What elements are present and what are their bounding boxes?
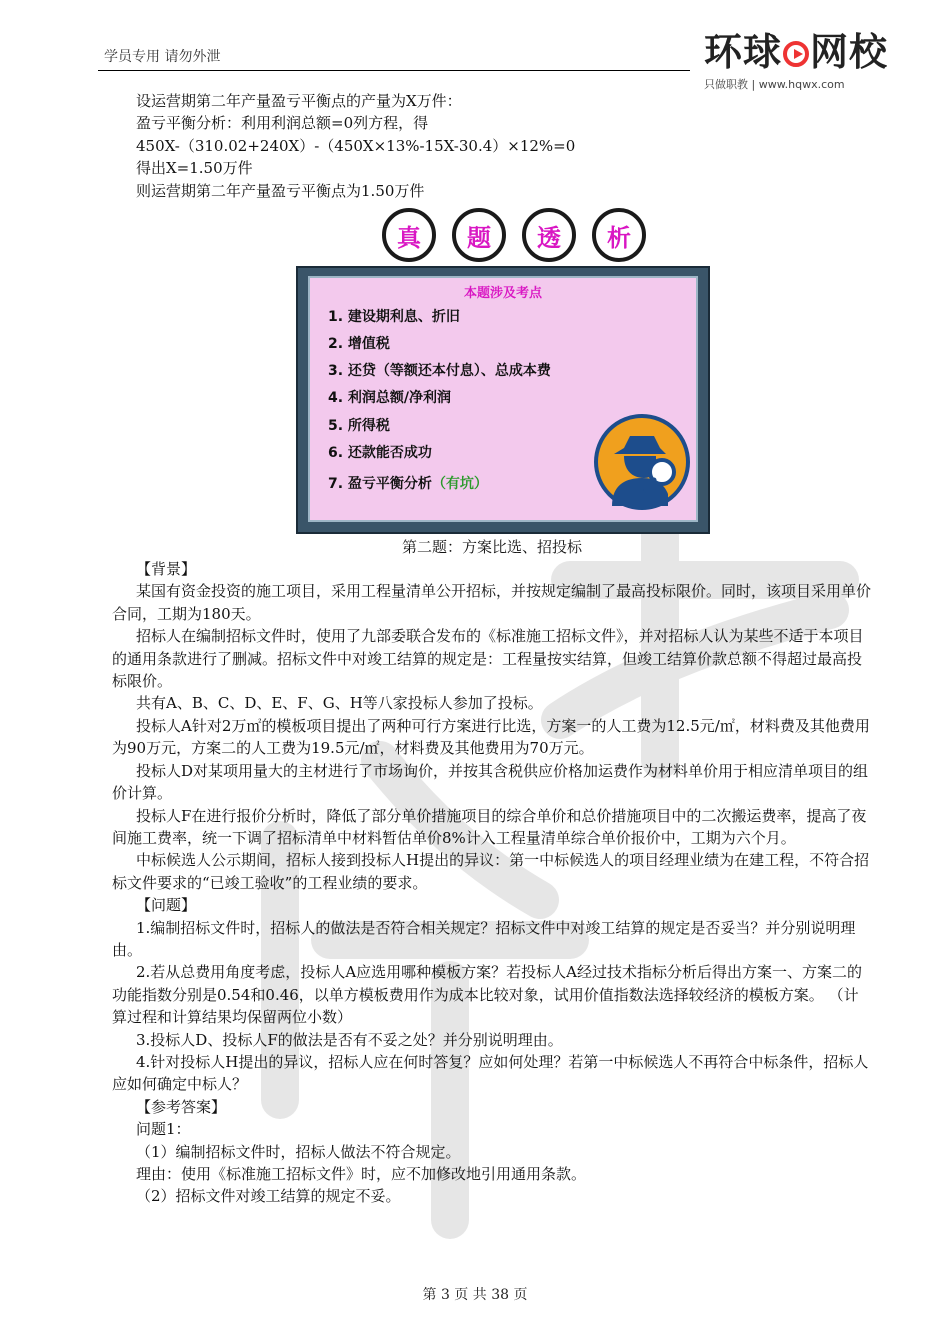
background-paragraph: 中标候选人公示期间，招标人接到投标人H提出的异议：第一中标候选人的项目经理业绩为在建工程，不符合招标文件要求的“已竣工验收”的工程业绩的要求。 (112, 851, 870, 892)
questions-heading: 【问题】 (136, 896, 197, 915)
logo-text-right: 网校 (810, 30, 889, 74)
header-rule (98, 70, 690, 71)
topics-board (296, 266, 710, 534)
answers-heading: 【参考答案】 (136, 1097, 227, 1116)
answer-line: （1）编制招标文件时，招标人做法不符合规定。 (136, 1142, 461, 1161)
analysis-banner (112, 204, 872, 266)
background-heading: 【背景】 (136, 560, 197, 579)
question-paragraph: 3.投标人D、投标人F的做法是否有不妥之处？并分别说明理由。 (136, 1030, 563, 1049)
logo-text-left: 环球 (704, 30, 783, 74)
intro-line: 设运营期第二年产量盈亏平衡点的产量为X万件： (136, 92, 462, 110)
intro-line: 则运营期第二年产量盈亏平衡点为1.50万件 (136, 181, 425, 200)
board-item: 4. 利润总额/净利润 (328, 390, 452, 407)
board-title: 本题涉及考点 (463, 286, 542, 302)
page-content (112, 90, 872, 1208)
question-paragraph: 2.若从总费用角度考虑，投标人A应选用哪种模板方案？若投标人A经过技术指标分析后得出方案一、方案二的功能指数分别是0.54和0.46，以单方模板费用作为成本比较对象，试用价值指数法选择较经济的模板方案。 （计算过程和计算结果均保留两位小数） (112, 963, 862, 1027)
intro-line: 得出X=1.50万件 (136, 159, 253, 178)
question-paragraph: 1.编制招标文件时，招标人的做法是否符合相关规定？招标文件中对竣工结算的规定是否妥当？并分别说明理由。 (112, 918, 856, 959)
brand-logo (704, 30, 889, 92)
page-number: 第 3 页 共 38 页 (422, 1287, 528, 1303)
banner-char: 透 (522, 208, 576, 262)
topics-board-wrap (112, 266, 872, 536)
intro-line: 盈亏平衡分析：利用利润总额=0列方程，得 (136, 114, 429, 133)
topics-board-panel (308, 276, 698, 522)
logo-tagline: 只做职教 | www.hqwx.com (704, 78, 845, 91)
question-paragraph: 4.针对投标人H提出的异议，招标人应在何时答复？应如何处理？若第一中标候选人不再符合中标条件，招标人应如何确定中标人？ (112, 1052, 869, 1094)
header-notice: 学员专用 请勿外泄 (104, 49, 221, 65)
board-item: 6. 还款能否成功 (328, 445, 432, 462)
answer-line: 理由：使用《标准施工招标文件》时，应不加修改地引用通用条款。 (136, 1165, 587, 1183)
board-item: 3. 还贷（等额还本付息）、总成本费 (328, 363, 551, 380)
answer-line: 问题1： (136, 1120, 191, 1139)
board-item-7-highlight: （有坑） (431, 476, 488, 493)
board-item-7 (328, 473, 488, 493)
background-paragraph: 共有A、B、C、D、E、F、G、H等八家投标人参加了投标。 (136, 694, 543, 713)
logo-wordmark (704, 30, 889, 74)
background-paragraph: 投标人F在进行报价分析时，降低了部分单价措施项目的综合单价和总价措施项目中的二次搬运费率，提高了夜间施工费率，统一下调了招标清单中材料暂估单价8%计入工程量清单综合单价报价中，工期为六个月。 (112, 806, 867, 847)
detective-icon (594, 414, 690, 510)
background-paragraph: 招标人在编制招标文件时，使用了九部委联合发布的《标准施工招标文件》，并对招标人认为某些不适于本项目的通用条款进行了删减。招标文件中对竣工结算的规定是：工程量按实结算，但竣工结算价款总额不得超过最高投标限价。 (112, 627, 864, 691)
banner-char: 析 (592, 208, 646, 262)
board-item: 5. 所得税 (328, 418, 390, 435)
banner-char: 真 (382, 208, 436, 262)
answer-line: （2）招标文件对竣工结算的规定不妥。 (136, 1187, 401, 1206)
background-paragraph: 投标人A针对2万㎡的模板项目提出了两种可行方案进行比选，方案一的人工费为12.5元/㎡，材料费及其他费用为90万元，方案二的人工费为19.5元/㎡，材料费及其他费用为70万元。 (112, 716, 870, 758)
board-item: 2. 增值税 (328, 336, 390, 353)
board-item: 1. 建设期利息、折旧 (328, 309, 460, 326)
board-item-7-label: 7. 盈亏平衡分析 (328, 476, 432, 493)
banner-char: 题 (452, 208, 506, 262)
section-title: 第二题：方案比选、招投标 (401, 538, 582, 557)
play-circle-icon (783, 41, 809, 67)
intro-line: 450X-（310.02+240X）-（450X×13%-15X-30.4）×12%=0 (136, 136, 576, 155)
background-paragraph: 某国有资金投资的施工项目，采用工程量清单公开招标，并按规定编制了最高投标限价。同时，该项目采用单价合同，工期为180天。 (112, 582, 872, 623)
background-paragraph: 投标人D对某项用量大的主材进行了市场询价，并按其含税供应价格加运费作为材料单价用于相应清单项目的组价计算。 (112, 761, 869, 803)
